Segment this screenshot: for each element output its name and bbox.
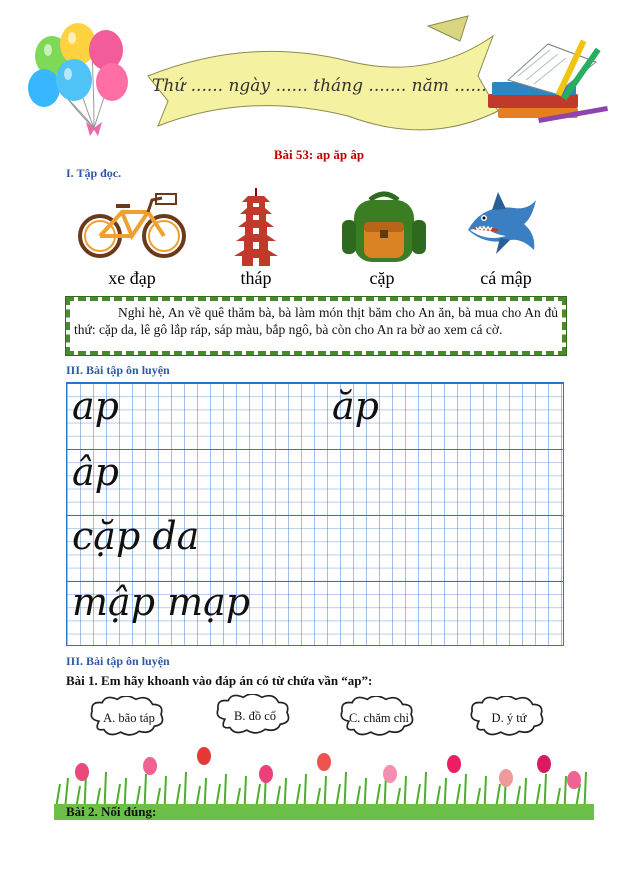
picture-label-2: tháp [240,268,272,288]
picture-label-1: xe đạp [108,268,156,288]
writing-sample-aap: âp [72,450,119,494]
writing-sample-aep: ăp [332,384,379,428]
date-line: Thứ ...... ngày ...... tháng ....... năm ...... [152,76,487,96]
books-pencils-icon [478,24,618,129]
exercise1-prompt: Bài 1. Em hãy khoanh vào đáp án có từ chứa vần “ap”: [66,673,373,688]
reading-heading: I. Tập đọc. [66,166,122,180]
balloons-icon [22,18,140,143]
school-bag-icon [340,190,428,266]
option-d-label[interactable]: D. ý tứ [491,711,527,725]
option-c-label[interactable]: C. chăm chỉ [348,711,410,725]
writing-sample-map-map: mập mạp [72,580,251,624]
lesson-title: Bài 53: ap ăp âp [273,147,365,162]
shark-icon [462,190,542,262]
date-banner [128,6,508,136]
picture-label-3: cặp [369,268,395,288]
option-a-label[interactable]: A. bão táp [103,711,155,725]
reading-passage: Nghỉ hè, An về quê thăm bà, bà làm món thịt băm cho An ăn, bà mua cho An đủ thứ: cặp da, lê gô lắp ráp, sáp màu, bắp ngô, bà còn cho An ra bờ ao xem cá cờ. [74,305,558,337]
writing-sample-ap: ap [72,384,119,428]
pagoda-tower-icon [234,188,278,266]
writing-sample-cap-da: cặp da [72,514,200,558]
exercise2-prompt: Bài 2. Nối đúng: [66,804,157,819]
writing-heading: III. Bài tập ôn luyện [66,363,170,377]
bicycle-icon [78,192,188,262]
option-b-label[interactable]: B. đồ cổ [233,709,276,723]
exercise-heading: III. Bài tập ôn luyện [66,654,170,668]
picture-label-4: cá mập [480,268,532,288]
reading-passage-box [66,297,566,355]
